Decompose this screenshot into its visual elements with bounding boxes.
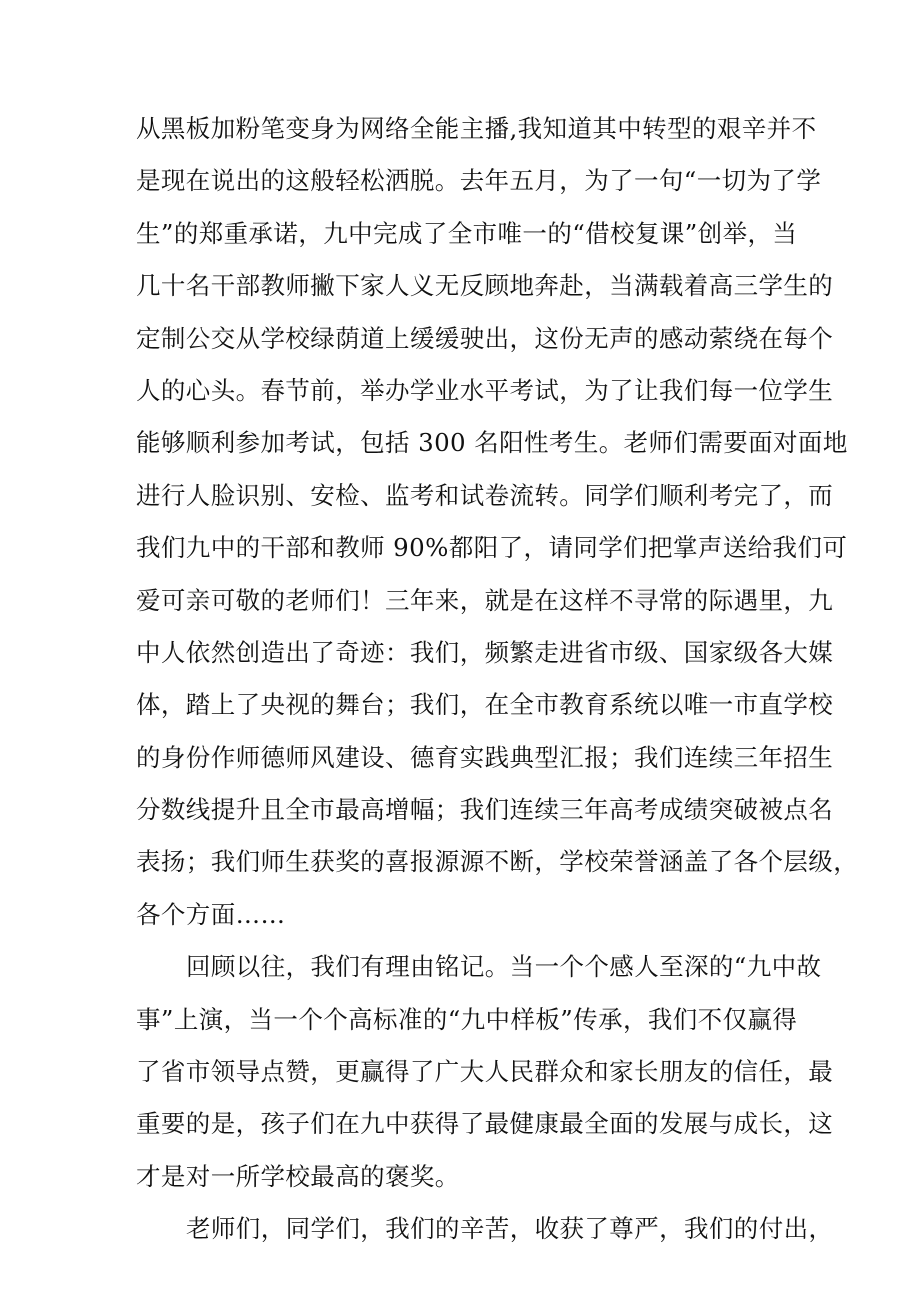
text-line: 能够顺利参加考试，包括 300 名阳性考生。老师们需要面对面地	[136, 428, 848, 458]
text-line: 从黑板加粉笔变身为网络全能主播,我知道其中转型的艰辛并不	[136, 114, 817, 143]
text-line: 表扬；我们师生获奖的喜报源源不断，学校荣誉涵盖了各个层级，	[136, 847, 859, 877]
text-line: 几十名干部教师撇下家人义无反顾地奔赴，当满载着高三学生的	[136, 271, 834, 301]
document-page	[136, 109, 859, 1262]
text-line: 回顾以往，我们有理由铭记。当一个个感人至深的“九中故	[186, 952, 822, 982]
text-line: 人的心头。春节前，举办学业水平考试，为了让我们每一位学生	[136, 375, 834, 405]
paragraph-3	[136, 1209, 834, 1261]
paragraph-1	[136, 109, 859, 947]
text-line: 体，踏上了央视的舞台；我们，在全市教育系统以唯一市直学校	[136, 690, 834, 720]
text-line: 爱可亲可敬的老师们！三年来，就是在这样不寻常的际遇里，九	[136, 585, 834, 615]
text-line: 才是对一所学校最高的褒奖。	[136, 1161, 460, 1191]
text-line: 中人依然创造出了奇迹：我们，频繁走进省市级、国家级各大媒	[136, 637, 834, 667]
text-line: 我们九中的干部和教师 90%都阳了，请同学们把掌声送给我们可	[136, 533, 848, 563]
text-line: 是现在说出的这般轻松洒脱。去年五月，为了一句“一切为了学	[136, 166, 822, 196]
text-line: 各个方面……	[136, 899, 286, 929]
text-line: 分数线提升且全市最高增幅；我们连续三年高考成绩突破被点名	[136, 795, 834, 825]
text-line: 重要的是，孩子们在九中获得了最健康最全面的发展与成长，这	[136, 1109, 834, 1139]
text-line: 的身份作师德师风建设、德育实践典型汇报；我们连续三年招生	[136, 742, 834, 772]
text-line: 生”的郑重承诺，九中完成了全市唯一的“借校复课”创举，当	[136, 218, 798, 248]
text-line: 了省市领导点赞，更赢得了广大人民群众和家长朋友的信任，最	[136, 1057, 834, 1087]
text-line: 定制公交从学校绿荫道上缓缓驶出，这份无声的感动萦绕在每个	[136, 323, 834, 353]
paragraph-2	[136, 947, 834, 1209]
text-line: 进行人脸识别、安检、监考和试卷流转。同学们顺利考完了，而	[136, 480, 834, 510]
text-line: 老师们，同学们，我们的辛苦，收获了尊严，我们的付出，	[186, 1214, 834, 1244]
text-line: 事”上演，当一个个高标准的“九中样板”传承，我们不仅赢得	[136, 1004, 798, 1034]
